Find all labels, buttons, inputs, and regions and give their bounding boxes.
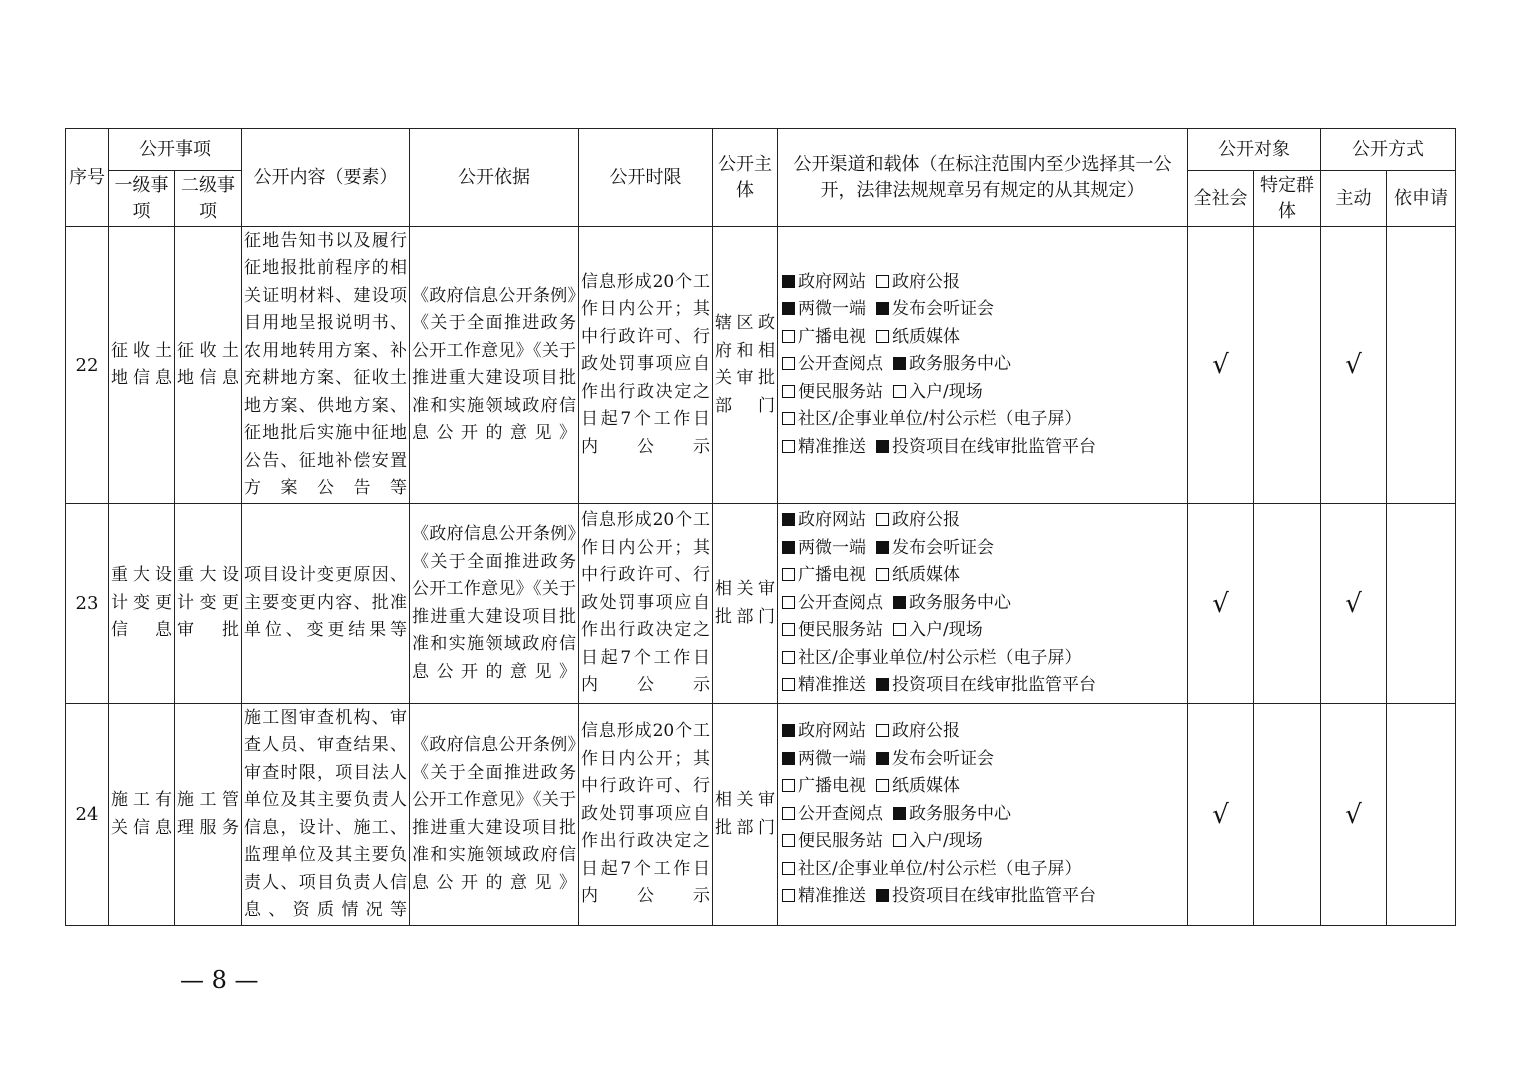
time-limit-text: 信息形成20个工作日内公开；其中行政许可、行政处罚事项应自作出行政决定之日起7个工作日内公示 [579,227,713,504]
channel-label: 政府网站 [798,721,866,742]
channel-list [778,269,1187,462]
header-seq: 序号 [66,129,109,227]
channel-label: 投资项目在线审批监管平台 [892,436,1096,457]
unchecked-box-icon [782,862,795,875]
checked-box-icon [893,807,906,820]
channel-label: 公开查阅点 [798,592,883,613]
unchecked-box-icon [782,651,795,664]
channel-row [782,351,1187,379]
level1-item: 施工有关信息 [109,704,175,926]
checked-box-icon [782,724,795,737]
channel-option [782,645,1081,673]
channel-option [782,507,866,535]
channel-row [782,617,1187,645]
channel-row [782,535,1187,563]
channel-option [782,718,866,746]
subject-text: 相关审批部门 [713,704,778,926]
header-active: 主动 [1321,171,1387,227]
channel-row [782,718,1187,746]
channel-row [782,856,1187,884]
checked-box-icon [893,596,906,609]
channel-option [782,773,866,801]
channel-label: 公开查阅点 [798,803,883,824]
basis-text: 《政府信息公开条例》《关于全面推进政务公开工作意见》《关于推进重大建设项目批准和实施领域政府信息公开的意见》 [410,704,579,926]
checked-box-icon [782,275,795,288]
header-channels: 公开渠道和载体（在标注范围内至少选择其一公开，法律法规规章另有规定的从其规定） [778,129,1188,227]
active-check: √ [1321,504,1387,704]
channel-option [782,672,866,700]
header-level2: 二级事项 [175,171,242,227]
unchecked-box-icon [876,330,889,343]
channel-label: 投资项目在线审批监管平台 [892,675,1096,696]
channel-label: 政府公报 [892,510,960,531]
channels-cell [778,704,1188,926]
unchecked-box-icon [782,807,795,820]
channel-label: 广播电视 [798,776,866,797]
channel-label: 精准推送 [798,886,866,907]
channel-label: 精准推送 [798,675,866,696]
channel-option [876,672,1096,700]
all-society-check: √ [1188,504,1254,704]
header-all-society: 全社会 [1188,171,1254,227]
checked-box-icon [876,541,889,554]
channel-option [782,296,866,324]
channel-option [876,718,960,746]
channel-label: 纸质媒体 [892,565,960,586]
unchecked-box-icon [876,275,889,288]
channel-option [876,324,960,352]
channel-option [782,828,883,856]
header-time-limit: 公开时限 [579,129,713,227]
checked-box-icon [876,302,889,315]
channel-option [782,562,866,590]
unchecked-box-icon [782,330,795,343]
channel-label: 发布会听证会 [892,537,994,558]
channel-row [782,269,1187,297]
channel-option [876,507,960,535]
channel-list [778,718,1187,911]
subject-text: 相关审批部门 [713,504,778,704]
page-number: — 8 — [180,966,259,994]
channel-option [893,379,983,407]
header-level1: 一级事项 [109,171,175,227]
unchecked-box-icon [782,596,795,609]
unchecked-box-icon [782,412,795,425]
channel-row [782,672,1187,700]
channel-option [876,535,994,563]
channel-row [782,434,1187,462]
channel-label: 两微一端 [798,748,866,769]
header-target: 公开对象 [1188,129,1321,171]
table-row [66,704,1456,926]
channel-row [782,773,1187,801]
header-specific-group: 特定群体 [1254,171,1321,227]
unchecked-box-icon [876,568,889,581]
channel-option [876,773,960,801]
on-request-check [1387,227,1456,504]
table-row [66,227,1456,504]
channel-option [782,801,883,829]
channel-label: 政务服务中心 [909,354,1011,375]
channel-option [893,828,983,856]
header-subject: 公开主体 [713,129,778,227]
unchecked-box-icon [893,385,906,398]
unchecked-box-icon [782,834,795,847]
channel-row [782,406,1187,434]
time-limit-text: 信息形成20个工作日内公开；其中行政许可、行政处罚事项应自作出行政决定之日起7个工作日内公示 [579,504,713,704]
channel-label: 社区/企事业单位/村公示栏（电子屏） [798,858,1082,879]
checked-box-icon [876,678,889,691]
channel-option [876,883,1096,911]
content-elements: 施工图审查机构、审查人员、审查结果、审查时限，项目法人单位及其主要负责人信息，设计、施工、监理单位及其主要负责人、项目负责人信息、资质情况等 [242,704,410,926]
channel-label: 社区/企事业单位/村公示栏（电子屏） [798,647,1082,668]
channel-label: 入户/现场 [909,831,983,852]
channel-row [782,645,1187,673]
level1-item: 重大设计变更信息 [109,504,175,704]
channel-option [782,324,866,352]
channel-label: 便民服务站 [798,831,883,852]
channel-label: 入户/现场 [909,381,983,402]
channel-option [893,590,1011,618]
channel-label: 纸质媒体 [892,326,960,347]
level2-item: 重大设计变更审批 [175,504,242,704]
time-limit-text: 信息形成20个工作日内公开；其中行政许可、行政处罚事项应自作出行政决定之日起7个工作日内公示 [579,704,713,926]
basis-text: 《政府信息公开条例》《关于全面推进政务公开工作意见》《关于推进重大建设项目批准和实施领域政府信息公开的意见》 [410,504,579,704]
channel-option [782,379,883,407]
channel-label: 发布会听证会 [892,748,994,769]
channel-row [782,883,1187,911]
checked-box-icon [782,513,795,526]
channel-label: 广播电视 [798,326,866,347]
channel-row [782,296,1187,324]
channel-label: 精准推送 [798,436,866,457]
unchecked-box-icon [782,623,795,636]
unchecked-box-icon [782,889,795,902]
channel-label: 政府网站 [798,271,866,292]
on-request-check [1387,704,1456,926]
active-check: √ [1321,704,1387,926]
channel-option [876,296,994,324]
channel-label: 政府公报 [892,721,960,742]
channel-option [782,535,866,563]
unchecked-box-icon [782,568,795,581]
specific-group-check [1254,504,1321,704]
channel-row [782,746,1187,774]
content-elements: 项目设计变更原因、主要变更内容、批准单位、变更结果等 [242,504,410,704]
channel-option [782,406,1081,434]
channel-label: 政府网站 [798,510,866,531]
unchecked-box-icon [782,357,795,370]
seq-number: 23 [66,504,109,704]
channel-row [782,379,1187,407]
header-basis: 公开依据 [410,129,579,227]
basis-text: 《政府信息公开条例》《关于全面推进政务公开工作意见》《关于推进重大建设项目批准和实施领域政府信息公开的意见》 [410,227,579,504]
channel-option [782,617,883,645]
seq-number: 24 [66,704,109,926]
disclosure-table [65,128,1456,926]
checked-box-icon [876,440,889,453]
channel-row [782,590,1187,618]
channel-label: 两微一端 [798,537,866,558]
header-on-request: 依申请 [1387,171,1456,227]
channel-row [782,507,1187,535]
unchecked-box-icon [782,779,795,792]
subject-text: 辖区政府和相关审批部门 [713,227,778,504]
channel-option [876,434,1096,462]
unchecked-box-icon [876,779,889,792]
level2-item: 施工管理服务 [175,704,242,926]
channel-label: 入户/现场 [909,620,983,641]
channel-option [782,269,866,297]
active-check: √ [1321,227,1387,504]
level2-item: 征收土地信息 [175,227,242,504]
checked-box-icon [893,357,906,370]
channel-option [876,746,994,774]
header-method: 公开方式 [1321,129,1456,171]
channel-option [782,746,866,774]
channel-option [782,856,1081,884]
table-row [66,504,1456,704]
checked-box-icon [782,302,795,315]
seq-number: 22 [66,227,109,504]
checked-box-icon [782,541,795,554]
channel-label: 投资项目在线审批监管平台 [892,886,1096,907]
header-content: 公开内容（要素） [242,129,410,227]
checked-box-icon [782,752,795,765]
unchecked-box-icon [782,385,795,398]
channel-list [778,507,1187,700]
channel-label: 纸质媒体 [892,776,960,797]
channel-row [782,324,1187,352]
channels-cell [778,504,1188,704]
channel-label: 政府公报 [892,271,960,292]
channel-option [782,590,883,618]
channel-label: 发布会听证会 [892,299,994,320]
checked-box-icon [876,752,889,765]
unchecked-box-icon [782,440,795,453]
unchecked-box-icon [876,513,889,526]
channel-row [782,801,1187,829]
all-society-check: √ [1188,227,1254,504]
channel-row [782,562,1187,590]
channel-option [876,269,960,297]
header-items: 公开事项 [109,129,242,171]
unchecked-box-icon [893,623,906,636]
channel-option [782,434,866,462]
channel-option [876,562,960,590]
channel-row [782,828,1187,856]
channel-label: 便民服务站 [798,620,883,641]
channel-label: 便民服务站 [798,381,883,402]
channel-option [893,351,1011,379]
unchecked-box-icon [876,724,889,737]
channels-cell [778,227,1188,504]
specific-group-check [1254,227,1321,504]
level1-item: 征收土地信息 [109,227,175,504]
channel-label: 广播电视 [798,565,866,586]
all-society-check: √ [1188,704,1254,926]
channel-option [782,351,883,379]
channel-label: 政务服务中心 [909,592,1011,613]
channel-label: 两微一端 [798,299,866,320]
channel-label: 公开查阅点 [798,354,883,375]
content-elements: 征地告知书以及履行征地报批前程序的相关证明材料、建设项目用地呈报说明书、农用地转用方案、补充耕地方案、征收土地方案、供地方案、征地批后实施中征地公告、征地补偿安置方案公告等 [242,227,410,504]
channel-option [893,801,1011,829]
channel-label: 政务服务中心 [909,803,1011,824]
unchecked-box-icon [893,834,906,847]
on-request-check [1387,504,1456,704]
channel-label: 社区/企事业单位/村公示栏（电子屏） [798,409,1082,430]
channel-option [893,617,983,645]
specific-group-check [1254,704,1321,926]
channel-option [782,883,866,911]
unchecked-box-icon [782,678,795,691]
checked-box-icon [876,889,889,902]
